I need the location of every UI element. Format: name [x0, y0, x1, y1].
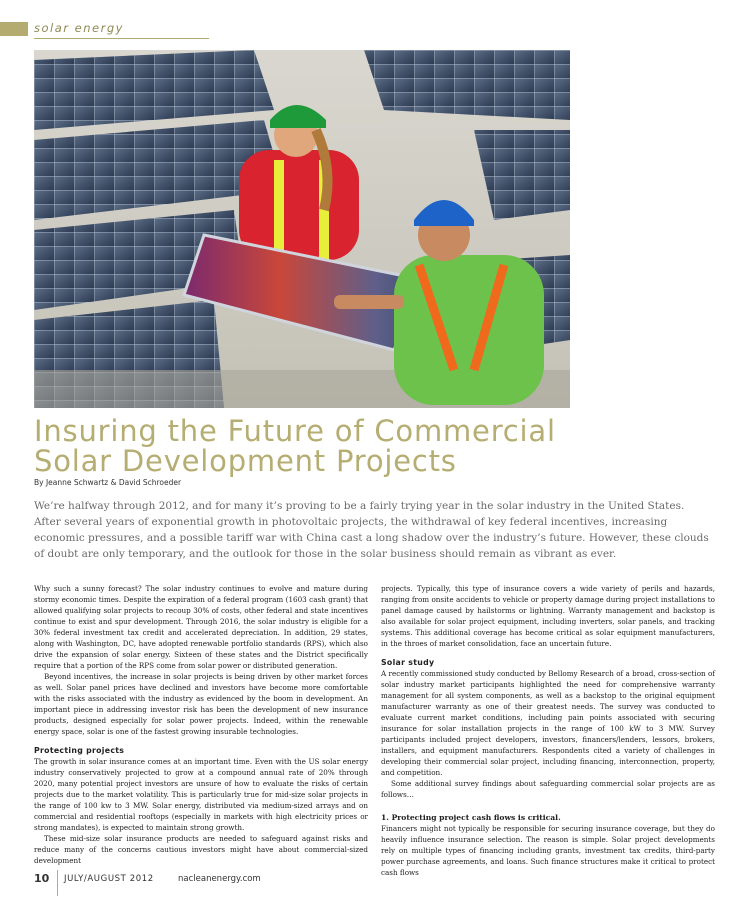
- section-tag-bar: [0, 22, 28, 36]
- body-paragraph: Beyond incentives, the increase in solar projects is being driven by other market forces as well. Solar panel prices have declined and investors have become more comfortable with the risks associated with the industry as evidenced by the boom in development. An important piece in addressing investor risk has been the development of new insurance products, designed especially for solar power projects. Indeed, within the renewable energy space, solar is one of the fastest growing insurable technologies.: [34, 672, 368, 736]
- body-paragraph: Why such a sunny forecast? The solar industry continues to evolve and mature during stormy economic times. Despite the expiration of a federal program (1603 cash grant) that allowed qualifying solar projects to recoup 30% of costs, other federal and state incentives continue to exist and spur development. Through 2016, the solar industry is eligible for a 30% federal investment tax credit and accelerated depreciation. In addition, 29 states, along with Washington, DC, have adopted renewable portfolio standards (RPS), which also drive the expansion of solar energy. Sixteen of these states and the District specifically require that a portion of the RPS come from solar power or distributed generation.: [34, 584, 368, 670]
- section-label: solar energy: [34, 21, 124, 35]
- website-link[interactable]: nacleanenergy.com: [178, 874, 261, 884]
- section-heading: Solar study: [381, 658, 435, 667]
- section-heading: Protecting projects: [34, 746, 125, 755]
- issue-date: JULY/AUGUST 2012: [64, 874, 154, 884]
- article-title: [34, 416, 714, 476]
- section-tag: [0, 22, 210, 36]
- lede-paragraph: We’re halfway through 2012, and for many it’s proving to be a fairly trying year in the solar industry in the United States. After several years of exponential growth in photovoltaic projects, the withdrawal of key federal incentives, increasing economic pressures, and a possible tariff war with China cast a long shadow over the industry’s future. However, these clouds of doubt are only temporary, and the outlook for those in the solar business should remain as vibrant as ever.: [34, 500, 709, 560]
- article-title-line-2: Solar Development Projects: [34, 444, 457, 478]
- right-column: [381, 583, 715, 878]
- hero-photo: [34, 50, 570, 408]
- left-column: [34, 583, 368, 866]
- footer-divider: [57, 870, 58, 896]
- article-title-line-1: Insuring the Future of Commercial: [34, 414, 556, 448]
- byline: By Jeanne Schwartz & David Schroeder: [34, 478, 182, 487]
- body-paragraph: These mid-size solar insurance products are needed to safeguard against risks and reduce many of the concerns cautious investors might have about commercial-sized development: [34, 834, 368, 865]
- numbered-subheading: 1. Protecting project cash flows is critical.: [381, 813, 561, 822]
- page-number: 10: [34, 872, 50, 885]
- body-paragraph: Some additional survey findings about safeguarding commercial solar projects are as follows…: [381, 779, 715, 799]
- body-paragraph: Financers might not typically be responsible for securing insurance coverage, but they do heavily influence insurance selection. The reason is simple. Solar project developments rely on multiple types of financing including grants, investment tax credits, third-party power purchase agreements, and loans. Such finance structures make it critical to protect cash flows: [381, 824, 715, 877]
- body-paragraph: The growth in solar insurance comes at an important time. Even with the US solar energy industry conservatively projected to grow at a compound annual rate of 20% through 2020, many potential project investors are unsure of how to evaluate the risks of certain projects due to the market volatility. This is particularly true for mid-size solar projects in the range of 100 kw to 3 MW. Solar energy, distributed via medium-sized arrays and on commercial and residential rooftops (especially in markets with high electricity prices or strong mandates), is expected to maintain strong growth.: [34, 757, 368, 832]
- body-paragraph: projects. Typically, this type of insurance covers a wide variety of perils and hazards, ranging from onsite accidents to vehicle or property damage during project installations to panel damage caused by hailstorms or lightning. Warranty management and backstop is also available for solar project equipment, including inverters, solar panels, and tracking systems. This additional coverage has become critical as solar equipment manufacturers, in the throes of market consolidation, face an uncertain future.: [381, 584, 715, 648]
- body-paragraph: A recently commissioned study conducted by Bellomy Research of a broad, cross-section of solar industry market participants highlighted the need for comprehensive warranty management for all system components, as well as a backstop to the original equipment manufacturer warranty as one of their greatest needs. The survey was conducted to evaluate current market conditions, including pain points associated with securing insurance for solar installation projects in the range of 100 kW to 3 MW. Survey participants included project developers, investors, financers/lenders, lessors, brokers, installers, and equipment manufacturers. Respondents cited a variety of challenges in developing their commercial solar project, including financing, interconnection, property, and competition.: [381, 669, 715, 777]
- section-rule: [34, 38, 209, 39]
